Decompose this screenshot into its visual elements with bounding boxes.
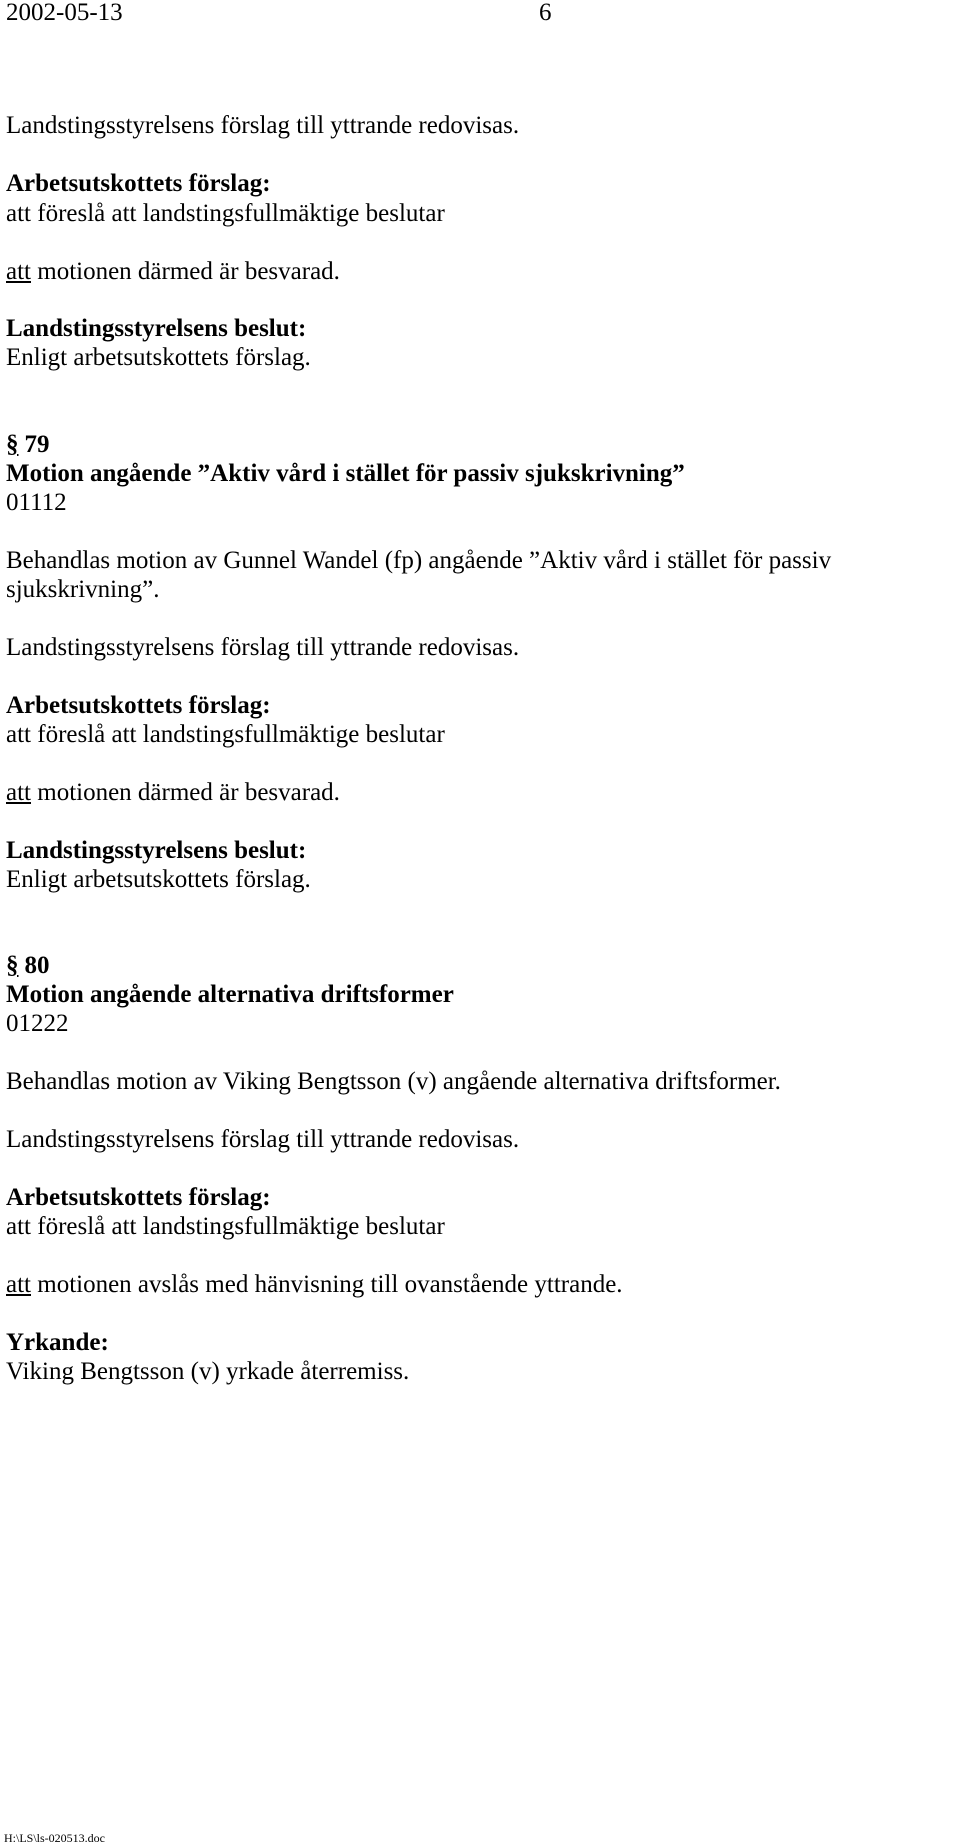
section-79-decision-line	[6, 778, 340, 808]
footer-file-path: H:\LS\ls-020513.doc	[4, 1831, 105, 1845]
header-page-number: 6	[539, 0, 552, 26]
ls-text: Enligt arbetsutskottets förslag.	[6, 344, 311, 371]
section-sign: §	[6, 952, 19, 979]
att-word: att	[6, 258, 31, 285]
section-79-ls-heading: Landstingsstyrelsens beslut:	[6, 837, 307, 864]
section-80-au-text: att föreslå att landstingsfullmäktige beslutar	[6, 1213, 445, 1240]
proposal-text: Landstingsstyrelsens förslag till yttrande redovisas.	[6, 112, 520, 139]
decision-line	[6, 257, 340, 287]
decision-rest: motionen därmed är besvarad.	[31, 258, 340, 285]
header-date: 2002-05-13	[6, 0, 123, 26]
section-79-heading	[6, 430, 50, 460]
section-80-title: Motion angående alternativa driftsformer	[6, 981, 454, 1008]
section-80-decision-line	[6, 1270, 623, 1300]
section-number: 80	[24, 952, 50, 979]
section-80-code: 01222	[6, 1010, 69, 1037]
au-heading: Arbetsutskottets förslag:	[6, 170, 271, 197]
section-number: 79	[24, 431, 50, 458]
section-80-yrkande-text: Viking Bengtsson (v) yrkade återremiss.	[6, 1358, 410, 1385]
section-79-intro-line2: sjukskrivning”.	[6, 576, 160, 603]
section-80-proposal-text: Landstingsstyrelsens förslag till yttrande redovisas.	[6, 1126, 520, 1153]
att-word: att	[6, 779, 31, 806]
section-79-ls-text: Enligt arbetsutskottets förslag.	[6, 866, 311, 893]
decision-rest: motionen därmed är besvarad.	[31, 779, 340, 806]
section-79-title: Motion angående ”Aktiv vård i stället för passiv sjukskrivning”	[6, 460, 685, 487]
section-80-intro: Behandlas motion av Viking Bengtsson (v) angående alternativa driftsformer.	[6, 1068, 781, 1095]
section-80-yrkande-heading: Yrkande:	[6, 1329, 109, 1356]
ls-heading: Landstingsstyrelsens beslut:	[6, 315, 307, 342]
section-80-heading	[6, 951, 50, 981]
decision-rest: motionen avslås med hänvisning till ovanstående yttrande.	[31, 1271, 623, 1298]
section-79-proposal-text: Landstingsstyrelsens förslag till yttrande redovisas.	[6, 634, 520, 661]
att-word: att	[6, 1271, 31, 1298]
section-80-au-heading: Arbetsutskottets förslag:	[6, 1184, 271, 1211]
section-79-au-heading: Arbetsutskottets förslag:	[6, 692, 271, 719]
section-79-code: 01112	[6, 489, 67, 516]
section-sign: §	[6, 431, 19, 458]
section-79-intro-line1: Behandlas motion av Gunnel Wandel (fp) angående ”Aktiv vård i stället för passiv	[6, 547, 832, 574]
section-79-au-text: att föreslå att landstingsfullmäktige beslutar	[6, 721, 445, 748]
au-text: att föreslå att landstingsfullmäktige beslutar	[6, 200, 445, 227]
